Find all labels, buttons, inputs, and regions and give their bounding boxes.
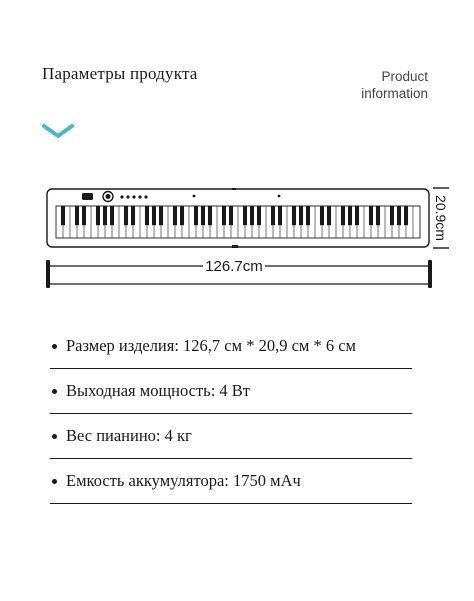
height-dimension — [431, 186, 451, 250]
product-information-line2: information — [361, 86, 428, 101]
spec-text: Вес пианино: 4 кг — [66, 426, 192, 445]
page-title: Параметры продукта — [42, 64, 198, 83]
spec-item-battery — [50, 461, 412, 504]
bullet-icon — [52, 434, 57, 439]
spec-item-weight — [50, 416, 412, 459]
spec-list — [50, 326, 412, 506]
chevron-down-icon — [42, 122, 74, 142]
height-label: 20.9cm — [433, 195, 449, 241]
width-label: 126.7cm — [205, 258, 263, 275]
bullet-icon — [52, 389, 57, 394]
bullet-icon — [52, 344, 57, 349]
spec-item-power — [50, 371, 412, 414]
bullet-icon — [52, 479, 57, 484]
piano-illustration — [46, 188, 430, 248]
spec-text: Размер изделия: 126,7 см * 20,9 см * 6 см — [66, 336, 356, 355]
product-information-line1: Product — [381, 69, 428, 84]
spec-item-size — [50, 326, 412, 369]
product-information-label — [361, 68, 428, 102]
spec-text: Емкость аккумулятора: 1750 мАч — [66, 471, 301, 490]
spec-text: Выходная мощность: 4 Вт — [66, 381, 250, 400]
